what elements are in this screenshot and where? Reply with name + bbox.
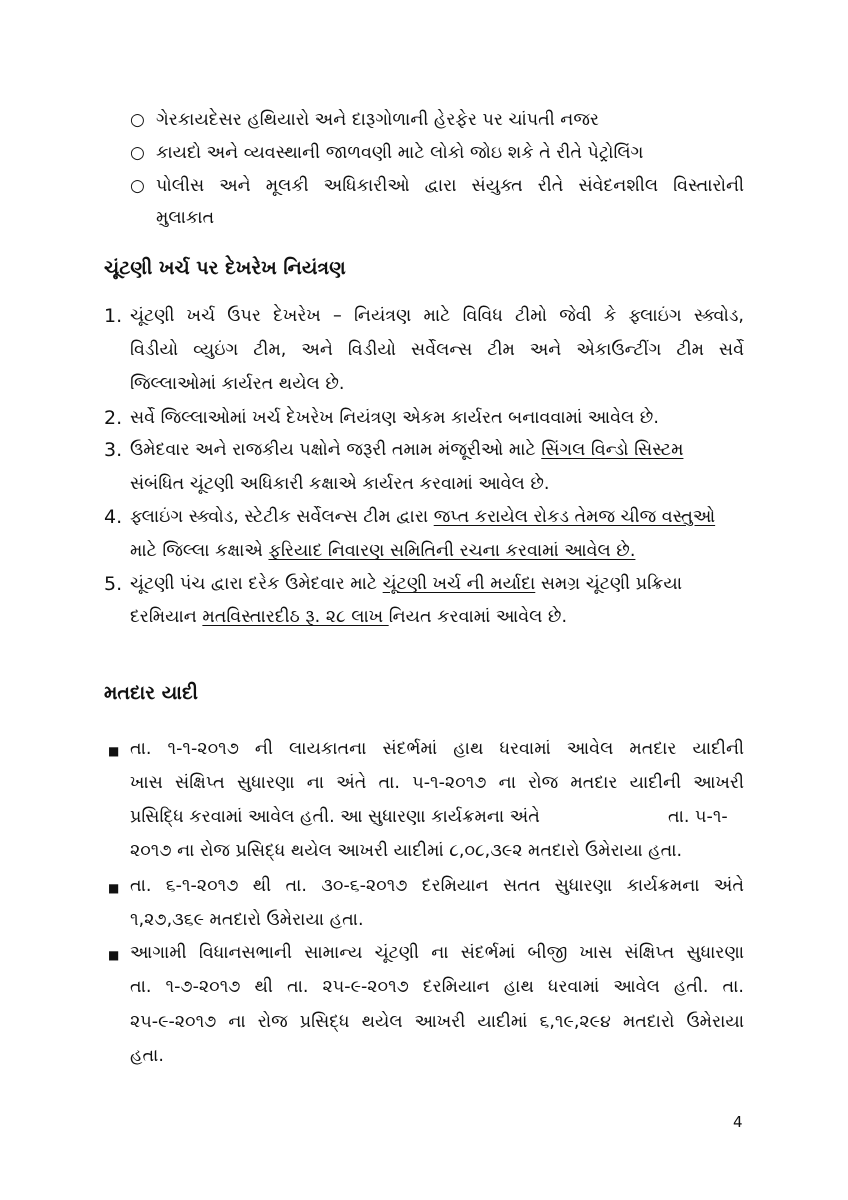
item-number: 1.: [104, 305, 123, 327]
item-text: માટે જિલ્લા કક્ષાએ: [130, 541, 269, 561]
bullet-line: ૨૫-૯-૨૦૧૭ ના રોજ પ્રસિદ્ધ થયેલ આખરી યાદીમાં ૬,૧૯,૨૯૪ મતદારો ઉમેરાયા: [130, 1012, 744, 1032]
numbered-item-line: [130, 438, 683, 462]
numbered-item-line: [130, 505, 715, 529]
item-number: 5.: [104, 573, 123, 595]
underlined-text-seized-cash: જપ્ત કરાયેલ રોકડ તેમજ ચીજ વસ્તુઓ: [433, 507, 716, 527]
numbered-item-line: વિડીયો વ્યુઇંગ ટીમ, અને વિડીયો સર્વેલન્સ ટીમ અને એકાઉન્ટીંગ ટીમ સર્વે: [130, 340, 744, 360]
circle-bullet-icon: ○: [130, 143, 145, 163]
underlined-text-per-constituency: મતવિસ્તારદીઠ રૂ. ૨૮ લાખ: [202, 607, 389, 627]
page-number: 4: [733, 1113, 743, 1131]
square-bullet-icon: ■: [108, 744, 120, 758]
bullet-line: પ્રસિદ્ધિ કરવામાં આવેલ હતી. આ સુધારણા કાર્યક્રમના અંતે: [130, 807, 540, 827]
section-heading-expense-monitoring: ચૂંટણી ખર્ચ પર દેખરેખ નિયંત્રણ: [104, 257, 346, 279]
bullet-line-tail: તા. ૫-૧-: [668, 807, 728, 827]
numbered-item-line: જિલ્લાઓમાં કાર્યરત થયેલ છે.: [130, 374, 345, 394]
item-text: ચૂંટણી પંચ દ્વારા દરેક ઉમેદવાર માટે: [130, 574, 383, 594]
bullet-line: તા. ૧-૭-૨૦૧૭ થી તા. ૨૫-૯-૨૦૧૭ દરમિયાન હાથ ધરવામાં આવેલ હતી. તા.: [130, 977, 744, 997]
item-number: 3.: [104, 439, 123, 461]
item-text: નિયત કરવામાં આવેલ છે.: [388, 607, 568, 627]
item-text: ફ્લાઇંગ સ્ક્વોડ, સ્ટેટીક સર્વેલન્સ ટીમ દ્વારા: [130, 507, 434, 527]
item-number: 4.: [104, 506, 123, 528]
bullet-line: તા. ૧-૧-૨૦૧૭ ની લાયકાતના સંદર્ભમાં હાથ ધરવામાં આવેલ મતદાર યાદીની: [130, 739, 744, 759]
numbered-item-line: [130, 572, 682, 596]
bullet-line: આગામી વિધાનસભાની સામાન્ય ચૂંટણી ના સંદર્ભમાં બીજી ખાસ સંક્ષિપ્ત સુધારણા: [130, 943, 744, 963]
item-text: ઉમેદવાર અને રાજકીય પક્ષોને જરૂરી તમામ મંજૂરીઓ માટે: [130, 440, 542, 460]
numbered-item-line: [130, 539, 635, 563]
square-bullet-icon: ■: [108, 948, 120, 962]
numbered-item-line: ચૂંટણી ખર્ચ ઉપર દેખરેખ – નિયંત્રણ માટે વિવિધ ટીમો જેવી કે ફ્લાઇંગ સ્ક્વોડ,: [130, 306, 744, 326]
circle-bullet-line: કાયદો અને વ્યવસ્થાની જાળવણી માટે લોકો જોઇ શકે તે રીતે પેટ્રોલિંગ: [156, 143, 644, 163]
bullet-line: ૨૦૧૭ ના રોજ પ્રસિદ્ધ થયેલ આખરી યાદીમાં ૮,૦૮,૩૯૨ મતદારો ઉમેરાયા હતા.: [130, 841, 683, 861]
bullet-line: હતા.: [130, 1046, 164, 1066]
item-text: સમગ્ર ચૂંટણી પ્રક્રિયા: [535, 574, 683, 594]
bullet-line: ૧,૨૭,૩૬૯ મતદારો ઉમેરાયા હતા.: [130, 910, 364, 930]
square-bullet-icon: ■: [108, 881, 120, 895]
circle-bullet-icon: ○: [130, 176, 145, 196]
underlined-text-grievance-committee: ફરિયાદ નિવારણ સમિતિની રચના કરવામાં આવેલ છે.: [268, 541, 636, 561]
circle-bullet-line: પોલીસ અને મૂલકી અધિકારીઓ દ્વારા સંયુક્ત રીતે સંવેદનશીલ વિસ્તારોની: [156, 176, 744, 196]
numbered-item-line: [130, 605, 567, 629]
circle-bullet-line: ગેરકાયદેસર હથિયારો અને દારૂગોળાની હેરફેર પર ચાંપતી નજર: [156, 110, 599, 130]
circle-bullet-line: મુલાકાત: [156, 208, 215, 228]
item-text: દરમિયાન: [130, 607, 203, 627]
underlined-text-expense-limit: ચૂંટણી ખર્ચ ની મર્યાદા: [382, 574, 536, 594]
underlined-text-single-window: સિંગલ વિન્ડો સિસ્ટમ: [541, 440, 684, 460]
circle-bullet-icon: ○: [130, 110, 145, 130]
bullet-line: ખાસ સંક્ષિપ્ત સુધારણા ના અંતે તા. ૫-૧-૨૦૧૭ ના રોજ મતદાર યાદીની આખરી: [130, 773, 744, 793]
numbered-item-line: સંબંધિત ચૂંટણી અધિકારી કક્ષાએ કાર્યરત કરવામાં આવેલ છે.: [130, 474, 550, 494]
bullet-line: તા. ૬-૧-૨૦૧૭ થી તા. ૩૦-૬-૨૦૧૭ દરમિયાન સતત સુધારણા કાર્યક્રમના અંતે: [130, 876, 744, 896]
item-number: 2.: [104, 407, 123, 429]
numbered-item-line: સર્વે જિલ્લાઓમાં ખર્ચ દેખરેખ નિયંત્રણ એકમ કાર્યરત બનાવવામાં આવેલ છે.: [130, 408, 659, 428]
section-heading-voter-list: મતદાર યાદી: [104, 682, 198, 704]
